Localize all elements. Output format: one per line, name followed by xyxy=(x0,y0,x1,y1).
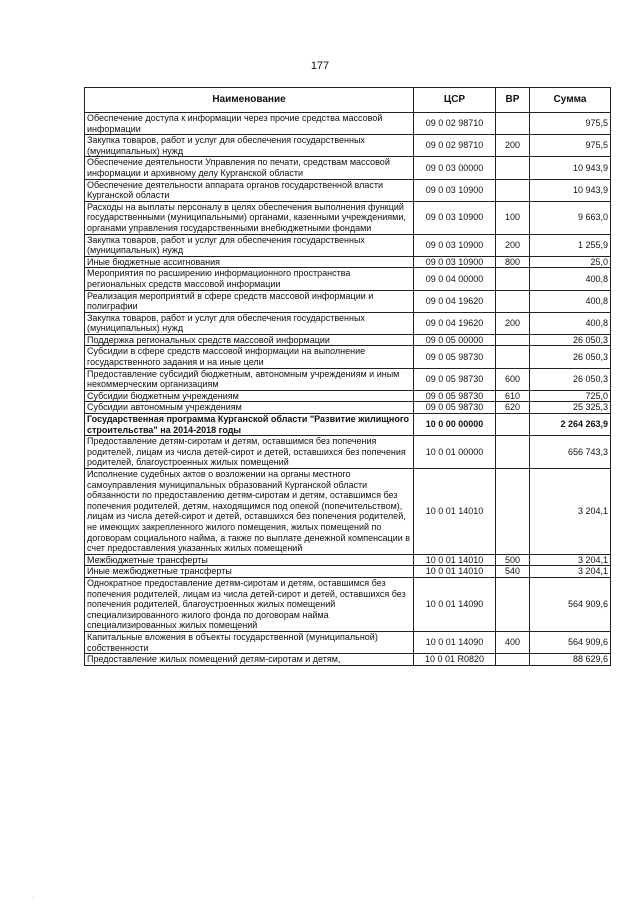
cell-name: Исполнение судебных актов о возложении на органы местного самоуправления муниципальных образований Курганской области обязанности по предоставлению детям-сиротам и детям, оставшимся без попечения родителей, детям, находящимся под опекой (попечительством), лицам из числа детей-сирот и детей, оставшихся без попечения родителей, не имеющих закрепленного жилого помещения, жилых помещений по договорам социального найма, а также по выплате денежной компенсации в счет предоставления указанных жилых помещений xyxy=(85,469,414,555)
table-row xyxy=(85,179,611,201)
cell-name: Субсидии автономным учреждениям xyxy=(85,402,414,414)
cell-name: Расходы на выплаты персоналу в целях обеспечения выполнения функций государственными (муниципальными) органами, казенными учреждениями, органами управления государственными внебюджетными фондами xyxy=(85,201,414,234)
cell-name: Закупка товаров, работ и услуг для обеспечения государственных (муниципальных) нужд xyxy=(85,234,414,256)
header-sum: Сумма xyxy=(530,88,611,113)
table-row xyxy=(85,402,611,414)
cell-vr xyxy=(496,414,530,436)
table-row xyxy=(85,390,611,402)
cell-vr xyxy=(496,157,530,179)
cell-name: Капитальные вложения в объекты государственной (муниципальной) собственности xyxy=(85,631,414,653)
cell-csr: 09 0 04 19620 xyxy=(414,290,496,312)
cell-name: Обеспечение доступа к информации через прочие средства массовой информации xyxy=(85,113,414,135)
cell-name: Однократное предоставление детям-сиротам и детям, оставшимся без попечения родителей, лицам из числа детей-сирот и детей, оставшихся без попечения родителей, благоустроенных жилых помещений специализированного жилого фонда по договорам найма специализированных жилых помещений xyxy=(85,577,414,631)
table-row xyxy=(85,201,611,234)
header-vr: ВР xyxy=(496,88,530,113)
cell-csr: 10 0 01 00000 xyxy=(414,436,496,469)
cell-sum: 400,8 xyxy=(530,312,611,334)
table-row xyxy=(85,654,611,666)
cell-vr xyxy=(496,179,530,201)
cell-name: Мероприятия по расширению информационного пространства региональных средств массовой информации xyxy=(85,268,414,290)
cell-vr: 200 xyxy=(496,135,530,157)
cell-csr: 09 0 03 00000 xyxy=(414,157,496,179)
budget-table xyxy=(84,87,611,666)
cell-csr: 09 0 04 00000 xyxy=(414,268,496,290)
cell-vr xyxy=(496,268,530,290)
cell-sum: 656 743,3 xyxy=(530,436,611,469)
table-row xyxy=(85,113,611,135)
cell-sum: 25 325,3 xyxy=(530,402,611,414)
cell-vr: 500 xyxy=(496,554,530,566)
table-row xyxy=(85,469,611,555)
cell-name: Поддержка региональных средств массовой информации xyxy=(85,334,414,346)
cell-name: Иные межбюджетные трансферты xyxy=(85,566,414,578)
cell-vr: 200 xyxy=(496,312,530,334)
cell-name: Межбюджетные трансферты xyxy=(85,554,414,566)
cell-sum: 9 663,0 xyxy=(530,201,611,234)
cell-csr: 09 0 03 10900 xyxy=(414,256,496,268)
cell-csr: 09 0 03 10900 xyxy=(414,201,496,234)
cell-vr xyxy=(496,654,530,666)
cell-vr: 100 xyxy=(496,201,530,234)
cell-csr: 10 0 01 R0820 xyxy=(414,654,496,666)
cell-csr: 09 0 05 98730 xyxy=(414,402,496,414)
table-row xyxy=(85,346,611,368)
cell-sum: 26 050,3 xyxy=(530,368,611,390)
cell-vr xyxy=(496,577,530,631)
page-corner-mark: · xyxy=(32,893,35,902)
cell-vr xyxy=(496,290,530,312)
header-name: Наименование xyxy=(85,88,414,113)
cell-sum: 88 629,6 xyxy=(530,654,611,666)
cell-vr xyxy=(496,334,530,346)
cell-vr xyxy=(496,113,530,135)
cell-name: Закупка товаров, работ и услуг для обеспечения государственных (муниципальных) нужд xyxy=(85,135,414,157)
cell-csr: 10 0 01 14010 xyxy=(414,554,496,566)
cell-csr: 10 0 01 14010 xyxy=(414,566,496,578)
cell-name: Предоставление детям-сиротам и детям, оставшимся без попечения родителей, лицам из числа детей-сирот и детей, оставшихся без попечения родителей, благоустроенных жилых помещений xyxy=(85,436,414,469)
cell-sum: 25,0 xyxy=(530,256,611,268)
table-body xyxy=(85,113,611,666)
cell-name: Субсидии бюджетным учреждениям xyxy=(85,390,414,402)
table-row xyxy=(85,577,611,631)
cell-sum: 400,8 xyxy=(530,290,611,312)
cell-sum: 3 204,1 xyxy=(530,554,611,566)
cell-csr: 10 0 01 14010 xyxy=(414,469,496,555)
cell-vr xyxy=(496,436,530,469)
header-csr: ЦСР xyxy=(414,88,496,113)
cell-sum: 400,8 xyxy=(530,268,611,290)
cell-name: Иные бюджетные ассигнования xyxy=(85,256,414,268)
cell-sum: 725,0 xyxy=(530,390,611,402)
cell-sum: 564 909,6 xyxy=(530,631,611,653)
cell-name: Предоставление субсидий бюджетным, автономным учреждениям и иным некоммерческим организациям xyxy=(85,368,414,390)
cell-sum: 26 050,3 xyxy=(530,334,611,346)
cell-csr: 09 0 05 98730 xyxy=(414,390,496,402)
table-row xyxy=(85,135,611,157)
cell-sum: 2 264 263,9 xyxy=(530,414,611,436)
cell-vr: 600 xyxy=(496,368,530,390)
cell-csr: 10 0 01 14090 xyxy=(414,631,496,653)
cell-name: Субсидии в сфере средств массовой информации на выполнение государственного задания и на иные цели xyxy=(85,346,414,368)
page-number: 177 xyxy=(310,60,330,72)
cell-csr: 09 0 04 19620 xyxy=(414,312,496,334)
table-row xyxy=(85,312,611,334)
cell-name: Закупка товаров, работ и услуг для обеспечения государственных (муниципальных) нужд xyxy=(85,312,414,334)
table-row xyxy=(85,290,611,312)
cell-csr: 09 0 05 00000 xyxy=(414,334,496,346)
cell-vr xyxy=(496,469,530,555)
table-row xyxy=(85,256,611,268)
table-row xyxy=(85,368,611,390)
table-row xyxy=(85,234,611,256)
cell-sum: 10 943,9 xyxy=(530,179,611,201)
cell-csr: 09 0 02 98710 xyxy=(414,113,496,135)
cell-sum: 975,5 xyxy=(530,113,611,135)
table-row xyxy=(85,436,611,469)
cell-name: Обеспечение деятельности аппарата органов государственной власти Курганской области xyxy=(85,179,414,201)
cell-name: Государственная программа Курганской области "Развитие жилищного строительства" на 2014-2018 годы xyxy=(85,414,414,436)
cell-vr: 800 xyxy=(496,256,530,268)
cell-csr: 09 0 02 98710 xyxy=(414,135,496,157)
cell-csr: 09 0 03 10900 xyxy=(414,234,496,256)
cell-sum: 1 255,9 xyxy=(530,234,611,256)
table-row xyxy=(85,157,611,179)
table-row xyxy=(85,554,611,566)
cell-csr: 09 0 03 10900 xyxy=(414,179,496,201)
table-row xyxy=(85,268,611,290)
cell-csr: 10 0 00 00000 xyxy=(414,414,496,436)
cell-vr: 540 xyxy=(496,566,530,578)
table-row xyxy=(85,566,611,578)
cell-name: Обеспечение деятельности Управления по печати, средствам массовой информации и архивному делу Курганской области xyxy=(85,157,414,179)
cell-vr: 610 xyxy=(496,390,530,402)
cell-sum: 10 943,9 xyxy=(530,157,611,179)
cell-csr: 09 0 05 98730 xyxy=(414,346,496,368)
table-row xyxy=(85,414,611,436)
cell-sum: 3 204,1 xyxy=(530,469,611,555)
table-row xyxy=(85,631,611,653)
cell-sum: 975,5 xyxy=(530,135,611,157)
cell-sum: 564 909,6 xyxy=(530,577,611,631)
table-row xyxy=(85,334,611,346)
cell-vr xyxy=(496,346,530,368)
cell-vr: 200 xyxy=(496,234,530,256)
cell-sum: 26 050,3 xyxy=(530,346,611,368)
cell-name: Реализация мероприятий в сфере средств массовой информации и полиграфии xyxy=(85,290,414,312)
cell-vr: 400 xyxy=(496,631,530,653)
cell-sum: 3 204,1 xyxy=(530,566,611,578)
table-header-row xyxy=(85,88,611,113)
cell-csr: 09 0 05 98730 xyxy=(414,368,496,390)
cell-name: Предоставление жилых помещений детям-сиротам и детям, xyxy=(85,654,414,666)
cell-csr: 10 0 01 14090 xyxy=(414,577,496,631)
cell-vr: 620 xyxy=(496,402,530,414)
